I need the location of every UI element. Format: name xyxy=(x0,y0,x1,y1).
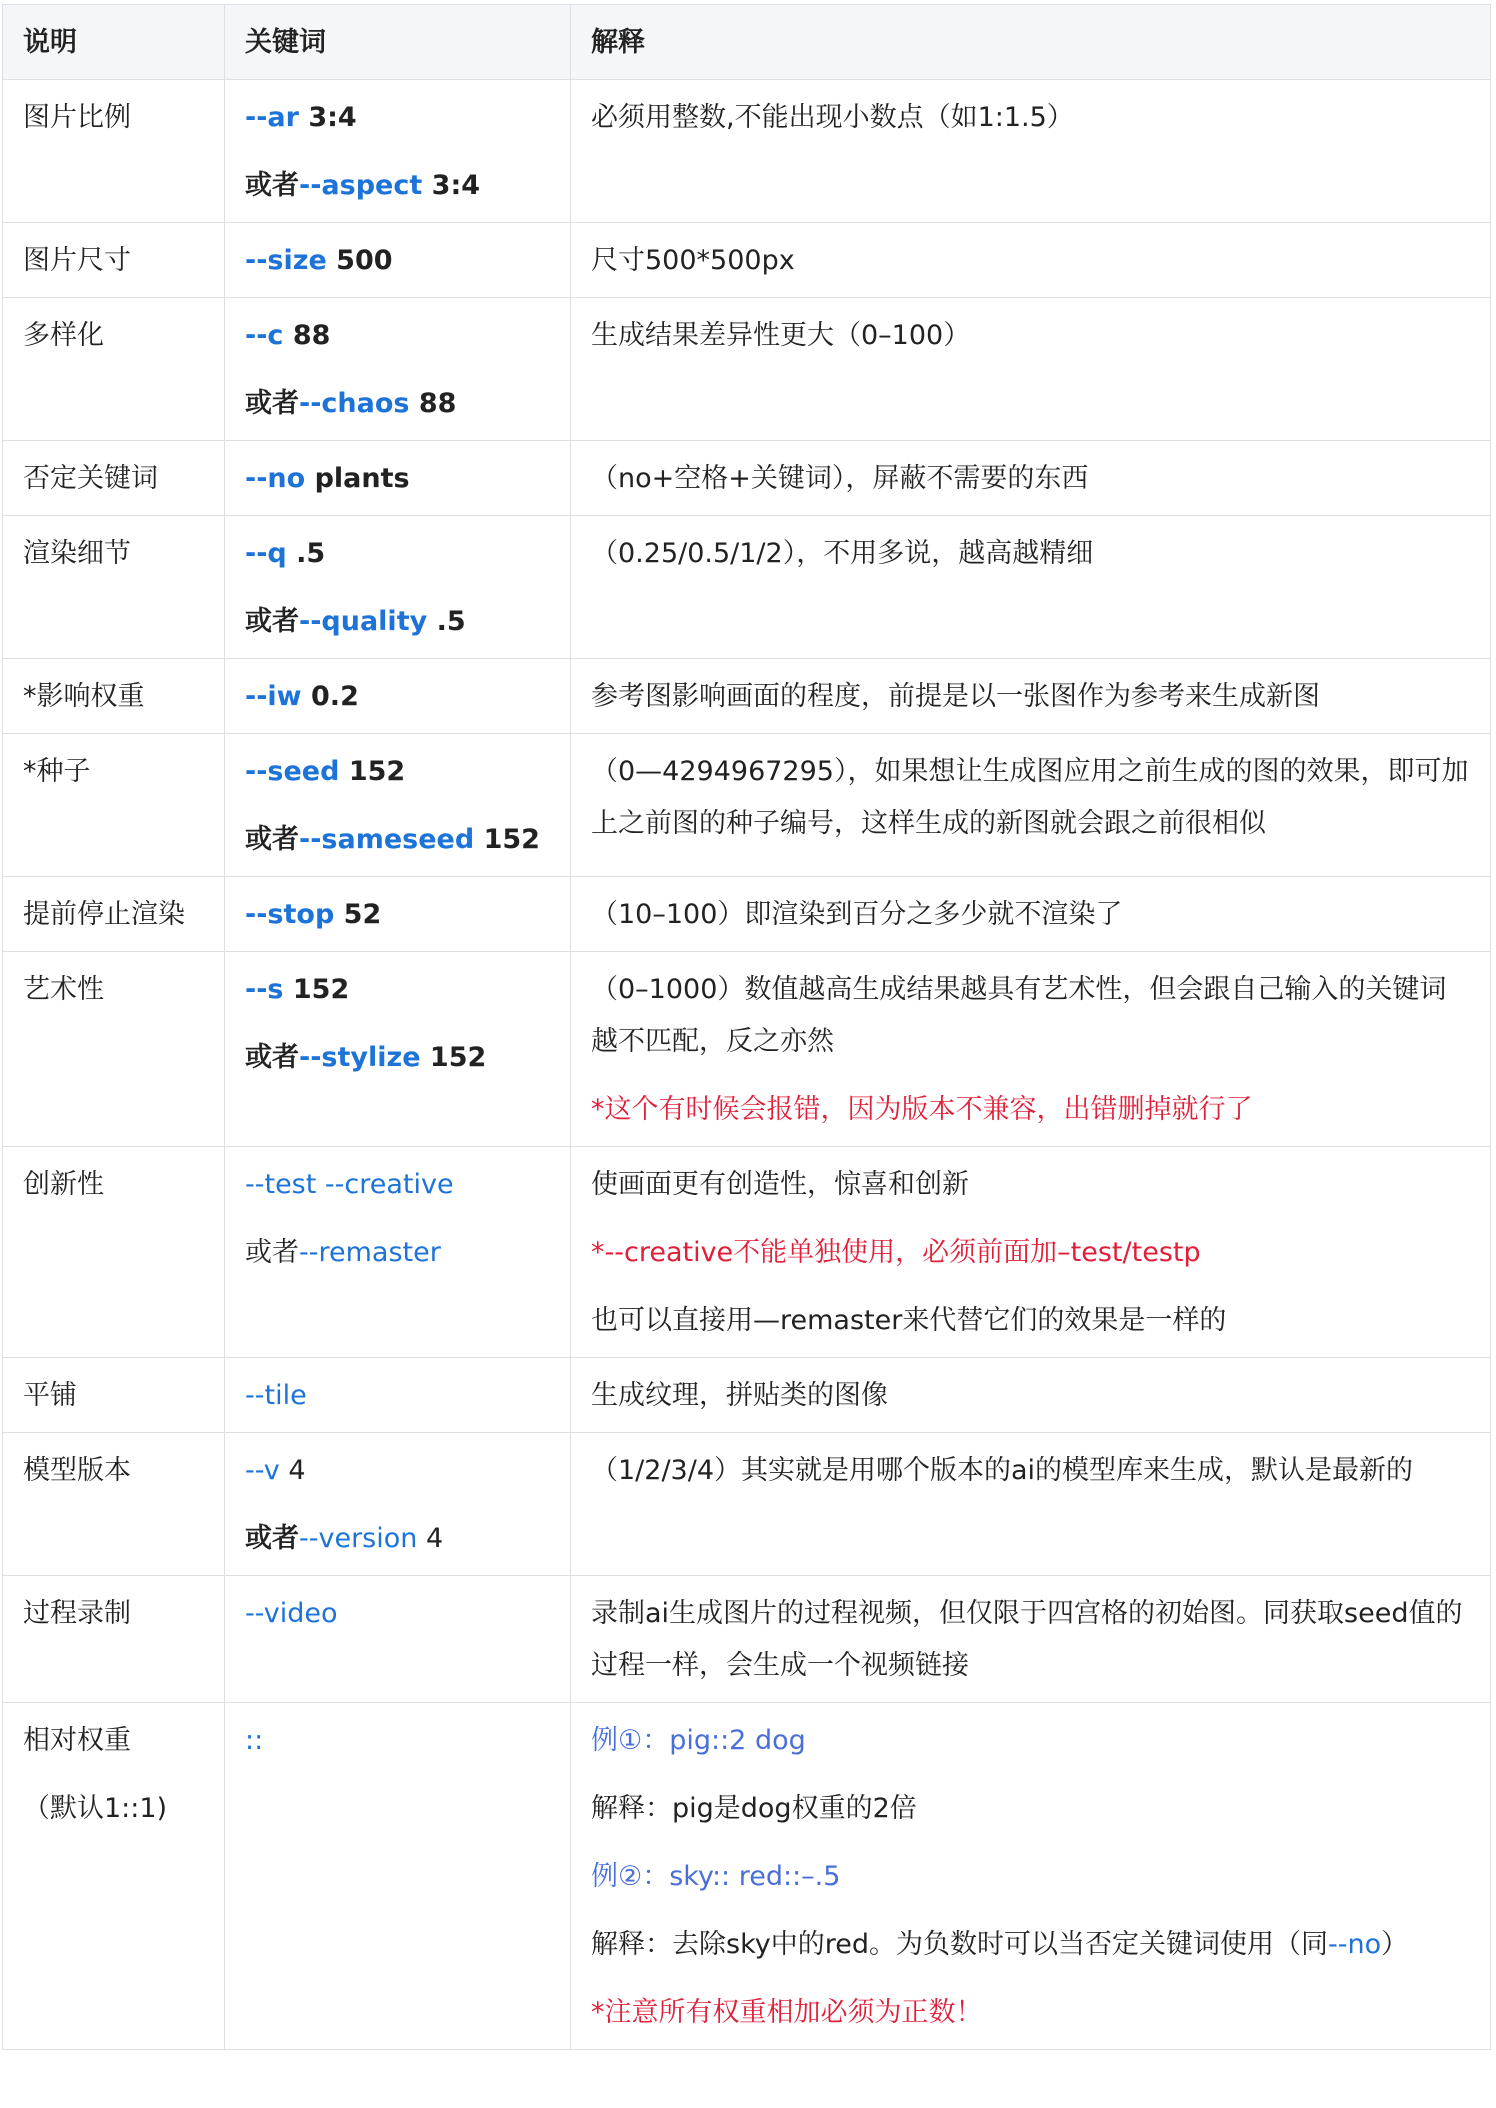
keyword: --ar xyxy=(245,102,299,133)
row-keyword xyxy=(225,877,571,952)
keyword: --seed xyxy=(245,756,340,787)
row-desc xyxy=(3,1703,225,2050)
keyword-value: 152 xyxy=(420,1042,487,1073)
alias-prefix: 或者 xyxy=(245,170,299,201)
parameter-table xyxy=(2,4,1491,2050)
keyword-alias: --version xyxy=(299,1523,418,1554)
row-keyword xyxy=(225,298,571,441)
table-row xyxy=(3,877,1491,952)
row-keyword xyxy=(225,1433,571,1576)
row-explain xyxy=(571,734,1491,877)
table-row xyxy=(3,659,1491,734)
row-keyword xyxy=(225,516,571,659)
keyword-value: 152 xyxy=(339,756,406,787)
keyword: :: xyxy=(245,1725,264,1756)
row-explain xyxy=(571,516,1491,659)
keyword-value: 500 xyxy=(326,245,393,276)
explain-text: 参考图影响画面的程度，前提是以一张图作为参考来生成新图 xyxy=(591,681,1320,712)
alias-prefix: 或者 xyxy=(245,388,299,419)
row-explain xyxy=(571,659,1491,734)
row-desc: 平铺 xyxy=(3,1358,225,1433)
header-explain: 解释 xyxy=(571,5,1491,80)
row-explain xyxy=(571,1358,1491,1433)
desc-subtext: （默认1::1) xyxy=(23,1793,168,1824)
row-explain xyxy=(571,1147,1491,1358)
keyword-value: 4 xyxy=(417,1523,444,1554)
table-row xyxy=(3,441,1491,516)
explain-text: 也可以直接用—remaster来代替它们的效果是一样的 xyxy=(591,1305,1227,1336)
keyword-alias: --stylize xyxy=(299,1042,421,1073)
keyword: --test --creative xyxy=(245,1169,454,1200)
row-explain xyxy=(571,298,1491,441)
row-keyword xyxy=(225,80,571,223)
explain-text: （no+空格+关键词），屏蔽不需要的东西 xyxy=(591,463,1089,494)
alias-prefix: 或者 xyxy=(245,1042,299,1073)
row-explain xyxy=(571,1576,1491,1703)
explain-text: （1/2/3/4）其实就是用哪个版本的ai的模型库来生成，默认是最新的 xyxy=(591,1455,1414,1486)
explain-text: 尺寸500*500px xyxy=(591,245,795,276)
table-header-row xyxy=(3,5,1491,80)
keyword-alias: --quality xyxy=(299,606,428,637)
keyword: --c xyxy=(245,320,284,351)
explain-text: （0–1000）数值越高生成结果越具有艺术性，但会跟自己输入的关键词越不匹配，反之亦然 xyxy=(591,974,1447,1057)
table-row xyxy=(3,298,1491,441)
explain-text: 解释：pig是dog权重的2倍 xyxy=(591,1793,917,1824)
explain-text: （10–100）即渲染到百分之多少就不渲染了 xyxy=(591,899,1123,930)
row-desc: *影响权重 xyxy=(3,659,225,734)
row-explain xyxy=(571,1433,1491,1576)
alias-prefix: 或者 xyxy=(245,606,299,637)
table-row xyxy=(3,1147,1491,1358)
explain-text: 生成结果差异性更大（0–100） xyxy=(591,320,971,351)
table-row xyxy=(3,1433,1491,1576)
example-text: 例①：pig::2 dog xyxy=(591,1725,806,1756)
alias-prefix: 或者 xyxy=(245,1523,299,1554)
explain-text-end: ） xyxy=(1381,1929,1409,1960)
keyword-value: 0.2 xyxy=(301,681,359,712)
row-desc: 提前停止渲染 xyxy=(3,877,225,952)
explain-text: 使画面更有创造性，惊喜和创新 xyxy=(591,1169,969,1200)
keyword: --video xyxy=(245,1598,338,1629)
row-keyword xyxy=(225,1358,571,1433)
keyword-value: 152 xyxy=(474,824,540,855)
keyword-value: 152 xyxy=(283,974,350,1005)
alias-prefix: 或者 xyxy=(245,824,299,855)
row-explain xyxy=(571,80,1491,223)
table-row xyxy=(3,516,1491,659)
explain-text: 生成纹理，拼贴类的图像 xyxy=(591,1380,888,1411)
table-row xyxy=(3,80,1491,223)
keyword-alias: --aspect xyxy=(299,170,423,201)
keyword: --s xyxy=(245,974,284,1005)
row-explain xyxy=(571,877,1491,952)
row-desc: 创新性 xyxy=(3,1147,225,1358)
keyword-ref: --no xyxy=(1327,1929,1382,1960)
row-keyword xyxy=(225,952,571,1147)
keyword: --size xyxy=(245,245,327,276)
row-explain xyxy=(571,1703,1491,2050)
row-explain xyxy=(571,441,1491,516)
table-row xyxy=(3,223,1491,298)
explain-text: 录制ai生成图片的过程视频，但仅限于四宫格的初始图。同获取seed值的过程一样，会生成一个视频链接 xyxy=(591,1598,1463,1681)
desc-text: 相对权重 xyxy=(23,1725,131,1756)
table-row xyxy=(3,1576,1491,1703)
example-text: 例②：sky:: red::–.5 xyxy=(591,1861,841,1892)
warning-note: *注意所有权重相加必须为正数！ xyxy=(591,1997,983,2028)
keyword-alias: --chaos xyxy=(299,388,410,419)
keyword-value: 88 xyxy=(283,320,331,351)
keyword-value: .5 xyxy=(427,606,466,637)
row-desc: 过程录制 xyxy=(3,1576,225,1703)
explain-text: 必须用整数,不能出现小数点（如1:1.5） xyxy=(591,102,1074,133)
row-keyword xyxy=(225,734,571,877)
row-keyword xyxy=(225,659,571,734)
table-row xyxy=(3,952,1491,1147)
row-desc: 图片尺寸 xyxy=(3,223,225,298)
keyword-value: plants xyxy=(305,463,410,494)
row-keyword xyxy=(225,223,571,298)
row-desc: 否定关键词 xyxy=(3,441,225,516)
keyword-alias: --sameseed xyxy=(299,824,475,855)
row-keyword xyxy=(225,441,571,516)
row-explain xyxy=(571,223,1491,298)
keyword-value: 3:4 xyxy=(422,170,481,201)
keyword: --tile xyxy=(245,1380,307,1411)
keyword-value: .5 xyxy=(286,538,326,569)
keyword-alias: --remaster xyxy=(299,1237,441,1268)
row-explain xyxy=(571,952,1491,1147)
keyword-value: 88 xyxy=(409,388,457,419)
keyword: --q xyxy=(245,538,287,569)
table-row xyxy=(3,1703,1491,2050)
keyword: --v xyxy=(245,1455,280,1486)
row-keyword xyxy=(225,1576,571,1703)
warning-note: *--creative不能单独使用，必须前面加–test/testp xyxy=(591,1237,1201,1268)
row-keyword xyxy=(225,1147,571,1358)
row-desc: 模型版本 xyxy=(3,1433,225,1576)
table-row xyxy=(3,1358,1491,1433)
keyword: --no xyxy=(245,463,306,494)
keyword: --stop xyxy=(245,899,335,930)
header-desc: 说明 xyxy=(3,5,225,80)
keyword-value: 52 xyxy=(334,899,382,930)
row-desc: 艺术性 xyxy=(3,952,225,1147)
table-row xyxy=(3,734,1491,877)
keyword: --iw xyxy=(245,681,302,712)
warning-note: *这个有时候会报错，因为版本不兼容，出错删掉就行了 xyxy=(591,1094,1253,1125)
row-desc: 多样化 xyxy=(3,298,225,441)
header-keyword: 关键词 xyxy=(225,5,571,80)
row-desc: 图片比例 xyxy=(3,80,225,223)
keyword-value: 4 xyxy=(279,1455,306,1486)
keyword-value: 3:4 xyxy=(298,102,357,133)
row-desc: 渲染细节 xyxy=(3,516,225,659)
row-desc: *种子 xyxy=(3,734,225,877)
row-keyword xyxy=(225,1703,571,2050)
explain-text: （0—4294967295），如果想让生成图应用之前生成的图的效果，即可加上之前图的种子编号，这样生成的新图就会跟之前很相似 xyxy=(591,756,1469,839)
explain-text: （0.25/0.5/1/2），不用多说，越高越精细 xyxy=(591,538,1094,569)
alias-prefix: 或者 xyxy=(245,1237,299,1268)
explain-text: 解释：去除sky中的red。为负数时可以当否定关键词使用（同 xyxy=(591,1929,1328,1960)
